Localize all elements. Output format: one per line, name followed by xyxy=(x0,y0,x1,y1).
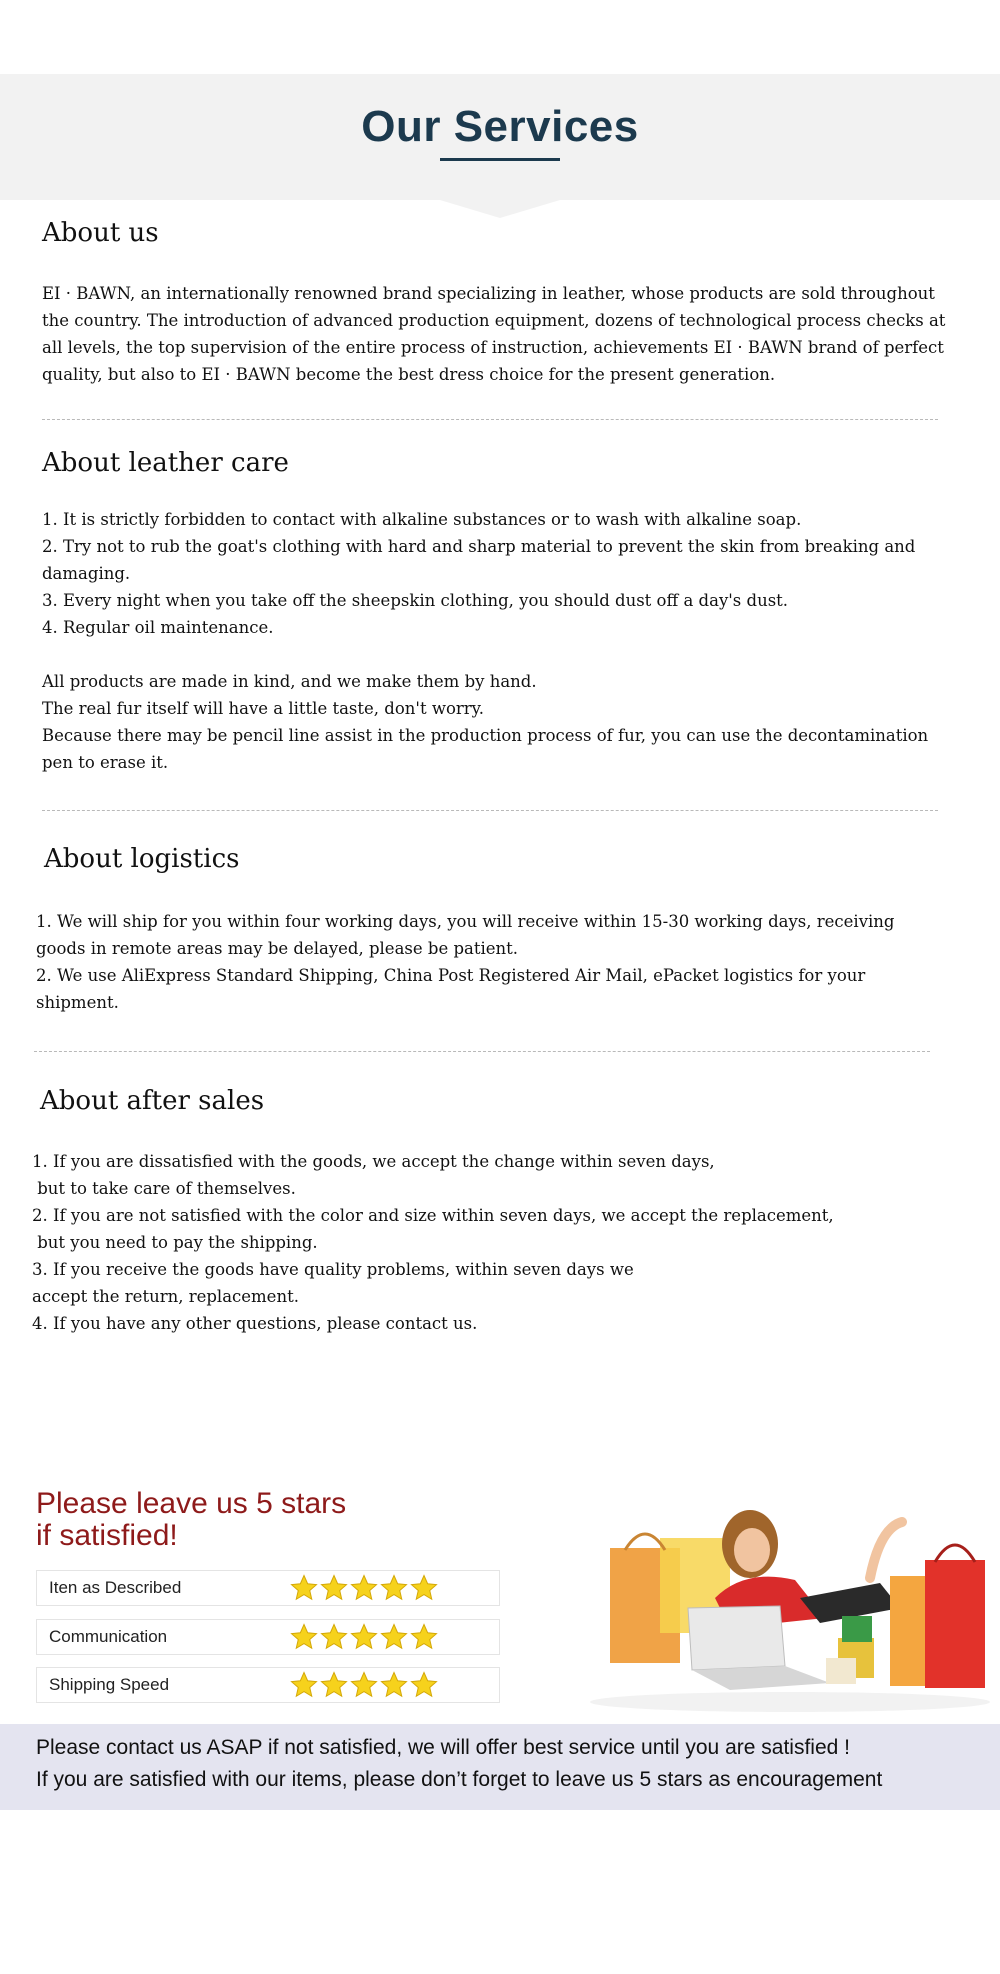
after-sales-item: but to take care of themselves. xyxy=(32,1179,296,1198)
rating-title-line: if satisfied! xyxy=(36,1519,178,1552)
after-sales-item: 4. If you have any other questions, please contact us. xyxy=(32,1314,478,1333)
star-icon xyxy=(379,1573,409,1603)
leather-care-item: 4. Regular oil maintenance. xyxy=(42,618,274,637)
leather-care-note: The real fur itself will have a little taste, don't worry. xyxy=(42,699,485,718)
header-notch xyxy=(440,200,560,218)
star-icon xyxy=(349,1670,379,1700)
star-icon xyxy=(319,1573,349,1603)
star-icon xyxy=(349,1573,379,1603)
rating-banner-title xyxy=(36,1488,346,1552)
about-us-text xyxy=(42,280,945,388)
about-us-line: the country. The introduction of advanced production equipment, dozens of technological process checks at xyxy=(42,311,946,330)
leather-care-item: 2. Try not to rub the goat's clothing with hard and sharp material to prevent the skin from breaking and xyxy=(42,537,916,556)
rating-row-item-described xyxy=(36,1570,500,1606)
star-icon xyxy=(319,1622,349,1652)
rating-row-shipping-speed xyxy=(36,1667,500,1703)
rating-label: Iten as Described xyxy=(49,1578,182,1597)
after-sales-list xyxy=(32,1148,834,1337)
logistics-item: shipment. xyxy=(36,993,119,1012)
leather-care-note: All products are made in kind, and we make them by hand. xyxy=(42,672,537,691)
star-icon xyxy=(289,1573,319,1603)
gift-box xyxy=(842,1616,872,1642)
about-us-title: About us xyxy=(42,218,159,248)
after-sales-item: but you need to pay the shipping. xyxy=(32,1233,318,1252)
section-divider xyxy=(34,1051,930,1052)
leather-care-list xyxy=(42,506,915,641)
footer-band xyxy=(0,1724,1000,1810)
laptop-base xyxy=(692,1666,830,1690)
logistics-item: 1. We will ship for you within four working days, you will receive within 15-30 working days, receiving xyxy=(36,912,895,931)
footer-line: If you are satisfied with our items, please don’t forget to leave us 5 stars as encouragement xyxy=(36,1768,883,1791)
leather-care-title: About leather care xyxy=(42,448,289,478)
star-icon xyxy=(409,1670,439,1700)
logistics-list xyxy=(36,908,895,1016)
leather-care-item: 3. Every night when you take off the sheepskin clothing, you should dust off a day's dust. xyxy=(42,591,789,610)
star-icon xyxy=(409,1622,439,1652)
after-sales-item: 3. If you receive the goods have quality problems, within seven days we xyxy=(32,1260,634,1279)
star-icon xyxy=(319,1670,349,1700)
rating-title-line: Please leave us 5 stars xyxy=(36,1487,347,1520)
title-underline xyxy=(440,158,560,161)
about-us-line: quality, but also to EI · BAWN become the best dress choice for the present generation. xyxy=(42,365,776,384)
star-icon xyxy=(379,1622,409,1652)
star-rating xyxy=(289,1622,439,1652)
logistics-item: 2. We use AliExpress Standard Shipping, China Post Registered Air Mail, ePacket logistics for your xyxy=(36,966,866,985)
leather-care-note: pen to erase it. xyxy=(42,753,169,772)
footer-line: Please contact us ASAP if not satisfied, we will offer best service until you are satisfied ! xyxy=(36,1736,850,1759)
after-sales-item: 2. If you are not satisfied with the color and size within seven days, we accept the replacement, xyxy=(32,1206,834,1225)
shopper-laptop-image xyxy=(580,1488,1000,1724)
logistics-item: goods in remote areas may be delayed, please be patient. xyxy=(36,939,519,958)
star-icon xyxy=(289,1670,319,1700)
about-us-line: all levels, the top supervision of the entire process of instruction, achievements EI · BAWN brand of perfect xyxy=(42,338,944,357)
services-header xyxy=(0,74,1000,200)
star-icon xyxy=(289,1622,319,1652)
after-sales-item: 1. If you are dissatisfied with the goods, we accept the change within seven days, xyxy=(32,1152,715,1171)
star-icon xyxy=(409,1573,439,1603)
section-divider xyxy=(42,810,938,811)
rating-row-communication xyxy=(36,1619,500,1655)
after-sales-item: accept the return, replacement. xyxy=(32,1287,299,1306)
star-rating xyxy=(289,1573,439,1603)
leather-care-note: Because there may be pencil line assist in the production process of fur, you can use the decontamination xyxy=(42,726,929,745)
star-icon xyxy=(379,1670,409,1700)
page-title: Our Services xyxy=(361,102,639,151)
section-divider xyxy=(42,419,938,420)
shopping-bag xyxy=(925,1560,985,1688)
rating-label: Shipping Speed xyxy=(49,1675,170,1694)
star-rating xyxy=(289,1670,439,1700)
rating-label: Communication xyxy=(49,1627,168,1646)
logistics-title: About logistics xyxy=(44,844,240,874)
laptop xyxy=(688,1606,785,1670)
leather-care-item: 1. It is strictly forbidden to contact with alkaline substances or to wash with alkaline soap. xyxy=(42,510,802,529)
star-icon xyxy=(349,1622,379,1652)
leather-care-notes xyxy=(42,668,928,776)
after-sales-title: About after sales xyxy=(40,1086,265,1116)
woman-face xyxy=(734,1528,770,1572)
leather-care-item: damaging. xyxy=(42,564,131,583)
about-us-line: EI · BAWN, an internationally renowned brand specializing in leather, whose products are sold throughout xyxy=(42,284,935,303)
gift-box xyxy=(826,1658,856,1684)
